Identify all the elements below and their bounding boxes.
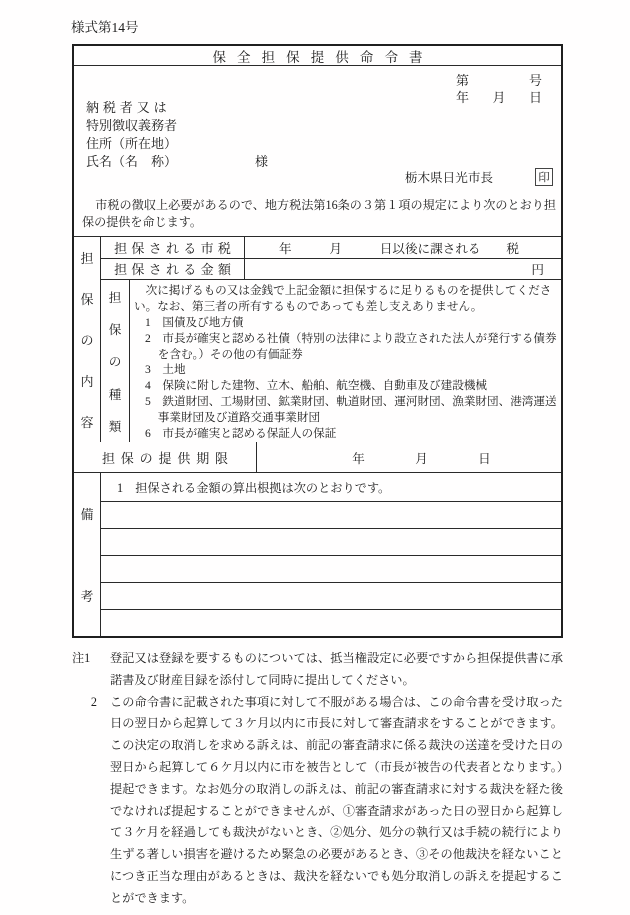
addressee-line-address: 住所（所在地） <box>86 136 178 151</box>
addressee-line-name <box>86 153 268 171</box>
collateral-type-vertical-label: 担 保 の 種 類 <box>101 280 130 442</box>
remarks-rows <box>101 473 561 636</box>
collateral-type-text <box>130 280 561 442</box>
document-title: 保全担保提供命令書 <box>74 46 561 66</box>
order-paragraph: 市税の徴収上必要があるので、地方税法第16条の３第１項の規定により次のとおり担保の提供を命じます。 <box>82 198 556 229</box>
footnotes <box>72 648 563 910</box>
date-year-label: 年 <box>456 90 470 105</box>
remarks-empty-row <box>101 610 561 636</box>
secured-tax-label: 担保される市税 <box>101 237 245 258</box>
remarks-empty-row <box>101 502 561 529</box>
addressee-line-special-collector: 特別徴収義務者 <box>86 118 178 133</box>
remarks-empty-row <box>101 529 561 556</box>
note-marker: 2 <box>90 694 97 709</box>
collateral-content-section <box>74 237 561 442</box>
remarks-empty-row <box>101 556 561 583</box>
note-text: この命令書に記載された事項に対して不服がある場合は、この命令書を受け取った日の翌日から起算して３ケ月以内に市長に対して審査請求をすることができます。この決定の取消しを求める訴えは、前記の審査請求に係る裁決の送達を受けた日の翌日から起算して６ケ月以内に市を被告として（市長が被告の代表者となります。）提起できます。なお処分の取消しの訴えは、前記の審査請求に対する裁決を経た後でなければ提起することができませんが、①審査請求があった日の翌日から起算して３ケ月を経過しても裁決がないとき、②処分、処分の執行又は手続の続行により生ずる著しい損害を避けるため緊急の必要があるとき、③その他裁決を経ないことにつき正当な理由があるときは、裁決を経ないでも処分取消しの訴えを提起することができます。 <box>110 694 563 905</box>
remarks-empty-row <box>101 583 561 610</box>
collateral-type-item: 1 国債及び地方債 <box>145 315 244 329</box>
date-day-label: 日 <box>528 90 542 105</box>
doc-number-suffix: 号 <box>528 73 542 88</box>
collateral-deadline-value: 年 月 日 <box>352 451 491 466</box>
note-text: 登記又は登録を要するものについては、抵当権設定に必要ですから担保提供書に承諾書及び財産目録を添付して同時に提出してください。 <box>110 651 563 687</box>
collateral-type-item: 5 鉄道財団、工場財団、鉱業財団、軌道財団、運河財団、漁業財団、港湾運送事業財団及び道路交通事業財団 <box>145 395 557 425</box>
collateral-type-intro: 次に掲げるもの又は金銭で上記金額に担保するに足りるものを提供してください。なお、第三者の所有するものであっても差し支えありません。 <box>134 283 552 313</box>
document-header <box>74 66 561 237</box>
collateral-content-vertical-label: 担 保 の 内 容 <box>74 237 101 442</box>
addressee-name-label: 氏名（名 称） <box>86 154 178 169</box>
collateral-deadline-row <box>74 442 561 473</box>
note-item <box>72 692 563 910</box>
addressee-line-taxpayer: 納税者又は <box>86 100 171 115</box>
doc-number-prefix: 第 <box>456 73 470 88</box>
secured-amount-label: 担保される金額 <box>101 259 245 279</box>
collateral-deadline-label: 担保の提供期限 <box>74 442 257 472</box>
collateral-type-items <box>145 315 559 442</box>
remarks-first-line: 1 担保される金額の算出根拠は次のとおりです。 <box>101 473 561 502</box>
form-number: 様式第14号 <box>71 20 139 35</box>
secured-tax-unit: 税 <box>506 241 519 256</box>
collateral-content-rows <box>101 237 561 442</box>
remarks-vertical-label: 備 考 <box>74 473 101 636</box>
collateral-type-row <box>101 280 561 442</box>
addressee-block <box>86 99 268 171</box>
collateral-type-item: 2 市長が確実と認める社債（特別の法律により設立された法人が発行する債券を含む。）その他の有価証券 <box>145 331 557 361</box>
order-document-box <box>72 44 563 638</box>
remarks-section <box>74 473 561 636</box>
secured-amount-row <box>101 259 561 280</box>
issuer-line <box>405 167 553 186</box>
secured-amount-unit: 円 <box>531 263 544 278</box>
note-item <box>72 648 563 692</box>
note-marker: 注1 <box>72 651 91 665</box>
date-month-label: 月 <box>492 90 506 105</box>
secured-tax-value: 年 月 日以後に課される <box>279 241 481 256</box>
secured-tax-value-cell <box>245 237 561 258</box>
issuer-name: 栃木県日光市長 <box>404 171 493 185</box>
secured-tax-row <box>101 237 561 259</box>
document-date-line <box>456 87 542 106</box>
seal-stamp-icon: 印 <box>535 168 553 186</box>
addressee-honorific: 様 <box>254 154 268 169</box>
collateral-type-item: 3 土地 <box>145 363 186 377</box>
collateral-type-item: 4 保険に附した建物、立木、船舶、航空機、自動車及び建設機械 <box>145 379 488 393</box>
secured-amount-value-cell <box>245 259 561 279</box>
collateral-type-item: 6 市長が確実と認める保証人の保証 <box>145 427 337 441</box>
